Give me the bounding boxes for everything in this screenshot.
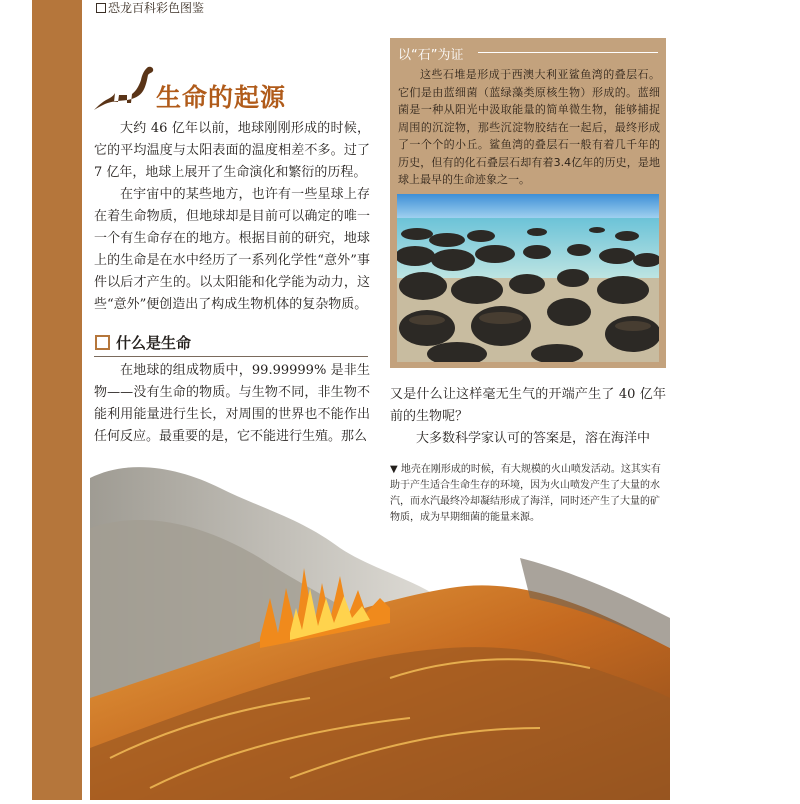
volcano-caption: ▼ 地壳在刚形成的时候，有大规模的火山喷发活动。这其实有助于产生适合生命生存的环境，因为火山喷发产生了大量的水汽，而水汽最终冷却凝结形成了海洋，同时还产生了大量的矿物质，成为早期细菌的能量来源。 <box>390 464 661 523</box>
stromatolite-photo <box>397 194 659 362</box>
intro-text <box>94 118 370 316</box>
section-heading <box>94 332 368 357</box>
intro-paragraph-2: 在宇宙中的某些地方，也许有一些星球上存在着生命物质，但地球却是目前可以确定的唯一一个有生命存在的地方。根据目前的研究，地球上的生命是在水中经历了一系列化学性“意外”事件以后才产生的。以太阳能和化学能为动力，这些“意外”便创造出了构成生物机体的复杂物质。 <box>94 187 370 312</box>
running-head <box>96 0 204 16</box>
page-title: 生命的起源 <box>156 83 287 112</box>
section-paragraph: 在地球的组成物质中，99.99999% 是非生物——没有生命的物质。与生物不同，非生物不能利用能量进行生长，对周围的世界也不能作出任何反应。最重要的是，它不能进行生殖。那么 <box>94 363 370 444</box>
square-outline-icon <box>95 335 110 350</box>
sidebar-rule <box>478 52 658 53</box>
sidebar-heading: 以“石”为证 <box>398 48 464 63</box>
continued-text <box>390 384 666 450</box>
square-outline-icon <box>96 3 106 13</box>
stromatolite-illustration <box>397 194 659 362</box>
answer-paragraph: 大多数科学家认可的答案是，溶在海洋中 <box>416 431 651 446</box>
chapter-title <box>94 64 374 114</box>
sidebar-text: 这些石堆是形成于西澳大利亚鲨鱼湾的叠层石。它们是由蓝细菌（蓝绿藻类原核生物）形成的。蓝细菌是一种从阳光中汲取能量的简单微生物，能够捕捉周围的沉淀物，那些沉淀物胶结在一起后，最终形成了一个个的小丘。鲨鱼湾的叠层石一般有着几千年的历史，但有的化石叠层石却有着3.4亿年的历史，是地球上最早的生命迹象之一。 <box>398 68 660 186</box>
running-head-text: 恐龙百科彩色图鉴 <box>108 1 205 15</box>
volcano-illustration <box>90 448 670 800</box>
dinosaur-silhouette-icon <box>94 64 156 112</box>
intro-paragraph-1: 大约 46 亿年以前，地球刚刚形成的时候，它的平均温度与太阳表面的温度相差不多。过了 7 亿年，地球上展开了生命演化和繁衍的历程。 <box>94 121 370 180</box>
continued-paragraph: 又是什么让这样毫无生气的开端产生了 40 亿年前的生物呢？ <box>390 387 666 424</box>
section-text <box>94 360 370 448</box>
section-title: 什么是生命 <box>116 334 192 352</box>
page-spine-bar <box>32 0 82 800</box>
